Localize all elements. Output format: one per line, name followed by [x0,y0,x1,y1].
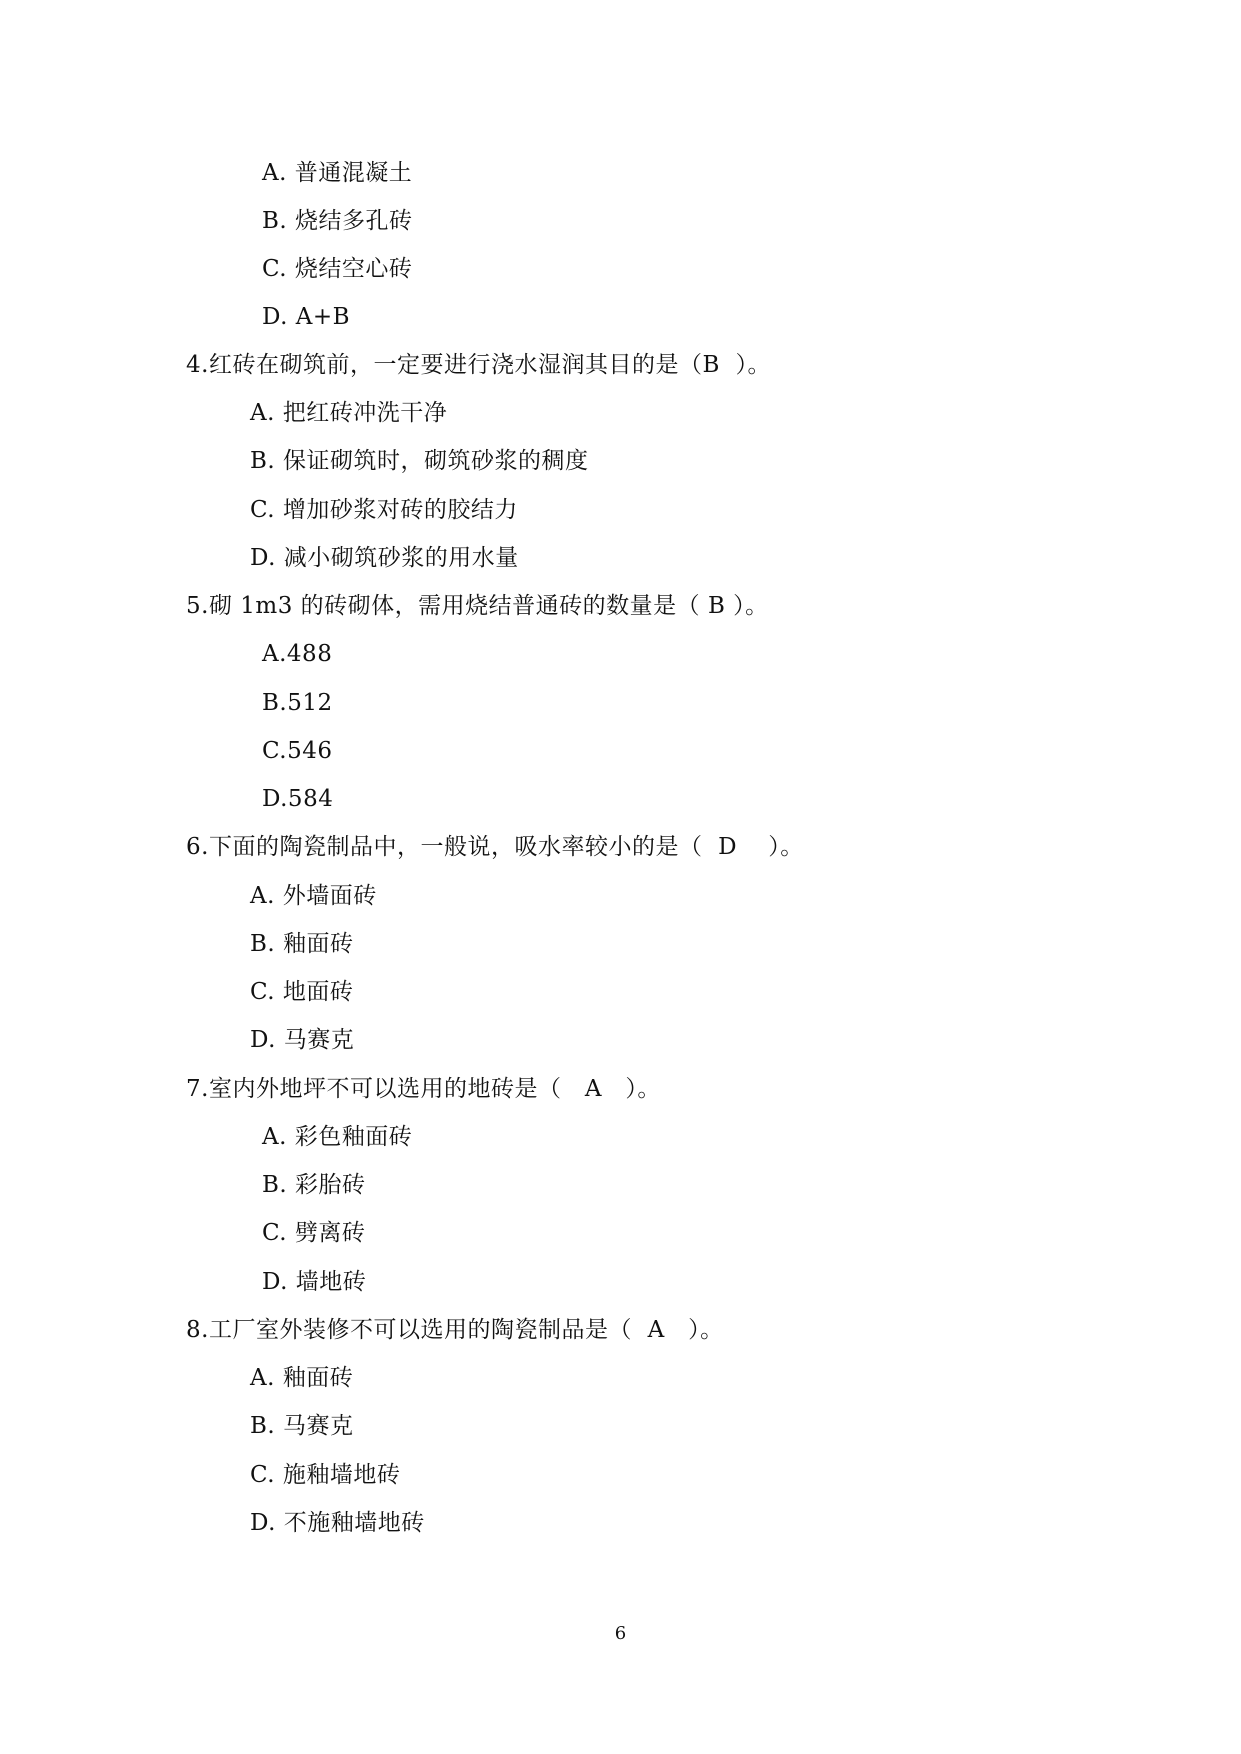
q5-option-c: C.546 [262,738,333,764]
q4-question: 4.红砖在砌筑前，一定要进行浇水湿润其目的是（B ）。 [186,352,771,378]
q7-option-a: A. 彩色釉面砖 [262,1124,413,1150]
q6-option-c: C. 地面砖 [250,979,354,1005]
q8-option-d: D. 不施釉墙地砖 [250,1510,425,1536]
q6-option-b: B. 釉面砖 [250,931,354,957]
q4-option-b: B. 保证砌筑时，砌筑砂浆的稠度 [250,448,589,474]
q6-option-d: D. 马赛克 [250,1027,355,1053]
page-number: 6 [614,1623,627,1644]
q7-option-d: D. 墙地砖 [262,1269,367,1295]
q5-question: 5.砌 1m3 的砖砌体，需用烧结普通砖的数量是（ B ）。 [186,593,769,619]
q4-option-c: C. 增加砂浆对砖的胶结力 [250,497,518,523]
q6-question: 6.下面的陶瓷制品中，一般说，吸水率较小的是（ D ）。 [186,834,804,860]
q3-option-c: C. 烧结空心砖 [262,256,413,282]
q5-option-b: B.512 [262,690,333,716]
q3-option-a: A. 普通混凝土 [262,160,413,186]
q4-option-a: A. 把红砖冲洗干净 [250,400,448,426]
q3-option-d: D. A+B [262,304,351,330]
q8-option-b: B. 马赛克 [250,1413,354,1439]
q4-option-d: D. 减小砌筑砂浆的用水量 [250,545,519,571]
q8-option-c: C. 施釉墙地砖 [250,1462,401,1488]
q6-option-a: A. 外墙面砖 [250,883,377,909]
q7-question: 7.室内外地坪不可以选用的地砖是（ A ）。 [186,1076,661,1102]
q7-option-b: B. 彩胎砖 [262,1172,366,1198]
q5-option-d: D.584 [262,786,334,812]
q5-option-a: A.488 [262,641,333,667]
q7-option-c: C. 劈离砖 [262,1220,366,1246]
q8-option-a: A. 釉面砖 [250,1365,354,1391]
q8-question: 8.工厂室外装修不可以选用的陶瓷制品是（ A ）。 [186,1317,724,1343]
q3-option-b: B. 烧结多孔砖 [262,208,413,234]
